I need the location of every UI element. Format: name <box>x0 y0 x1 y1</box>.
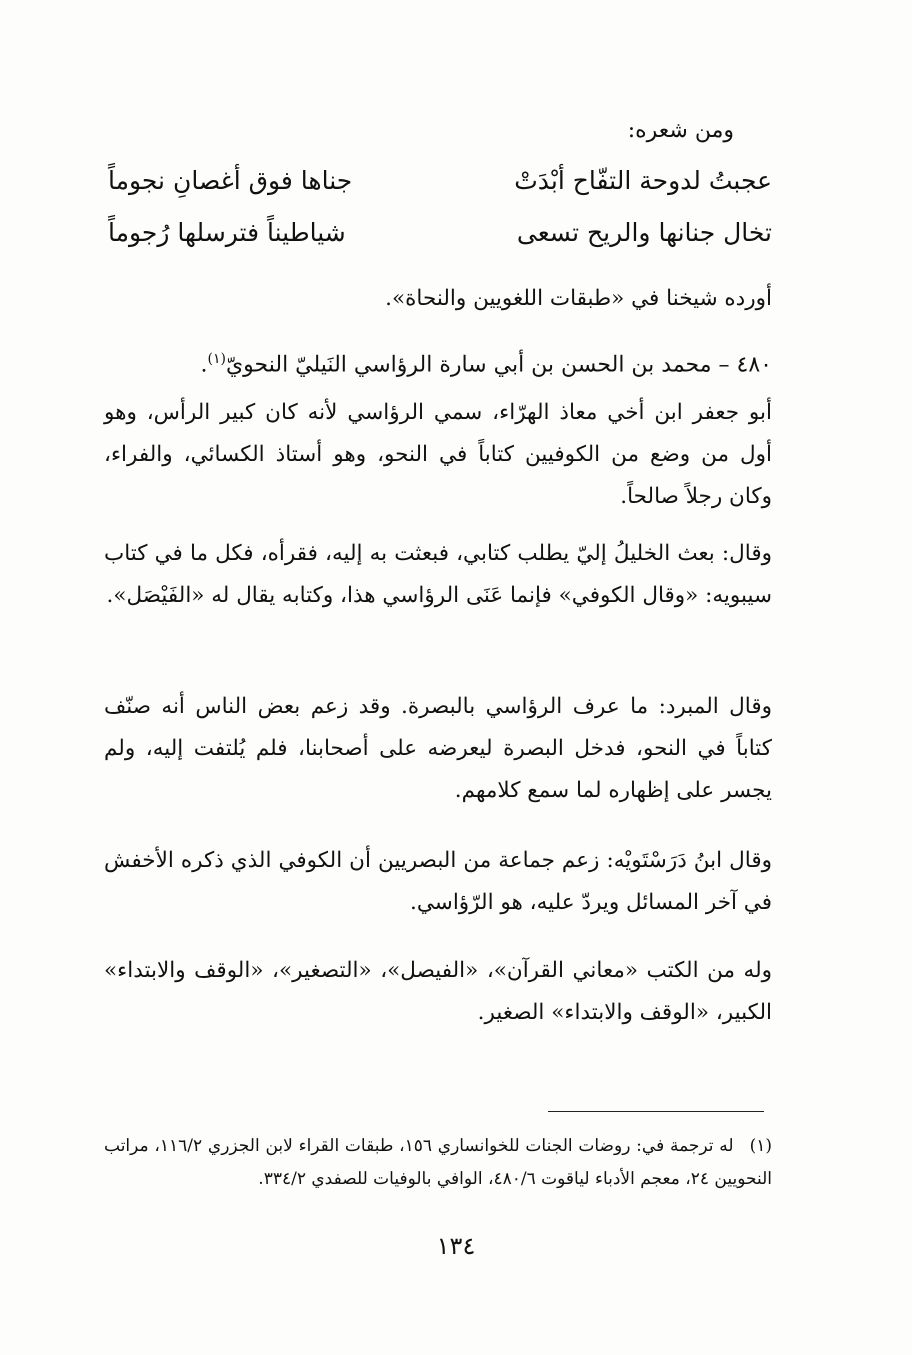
verse-1-second-hemistich: جناها فوق أغصانِ نجوماً <box>108 166 353 195</box>
poetry-intro: ومن شعره: <box>627 118 734 143</box>
footnote-reference: (١) <box>207 351 226 367</box>
paragraph-mubarrad: وقال المبرد: ما عرف الرؤاسي بالبصرة. وقد زعم بعض الناس أنه صنّف كتاباً في النحو، فدخل البصرة ليعرضه على أصحابنا، فلم يُلتفت إليه، ولم يجسر على إظهاره لما سمع كلامهم. <box>104 694 772 803</box>
source-note: أورده شيخنا في «طبقات اللغويين والنحاة». <box>385 286 772 311</box>
paragraph-works: وله من الكتب «معاني القرآن»، «الفيصل»، «التصغير»، «الوقف والابتداء» الكبير، «الوقف والابتداء» الصغير. <box>104 958 772 1025</box>
paragraph-biography: أبو جعفر ابن أخي معاذ الهرّاء، سمي الرؤاسي لأنه كان كبير الرأس، وهو أول من وضع من الكوفيين كتاباً في النحو، وهو أستاذ الكسائي، والفراء، وكان رجلاً صالحاً. <box>104 400 772 509</box>
footnote <box>104 1130 772 1196</box>
verse-2-first-hemistich: تخال جنانها والريح تسعى <box>516 218 772 247</box>
entry-number: ٤٨٠ <box>736 352 772 378</box>
entry-name: محمد بن الحسن بن أبي سارة الرؤاسي النَيليّ النحويّ <box>225 352 712 378</box>
verse-1-first-hemistich: عجبتُ لدوحة التفّاح أبْدَتْ <box>514 166 772 195</box>
verse-line-1 <box>108 166 772 195</box>
page-number: ١٣٤ <box>436 1232 476 1260</box>
paragraph-khalil: وقال: بعث الخليلُ إليّ يطلب كتابي، فبعثت به إليه، فقرأه، فكل ما في كتاب سيبويه: «وقال الكوفي» فإنما عَنَى الرؤاسي هذا، وكتابه يقال له «الفَيْصَل». <box>104 541 772 608</box>
verse-2-second-hemistich: شياطيناً فترسلها رُجوماً <box>108 218 346 247</box>
footnote-marker: (١) <box>749 1136 772 1156</box>
entry-heading <box>104 338 772 386</box>
footnote-text: له ترجمة في: روضات الجنات للخوانساري ١٥٦، طبقات القراء لابن الجزري ١١٦/٢، مراتب النحويين ٢٤، معجم الأدباء لياقوت ٤٨٠/٦، الوافي بالوفيات للصفدي ٣٣٤/٢. <box>104 1136 772 1189</box>
footnote-divider <box>548 1111 764 1112</box>
entry-dash: – <box>718 352 730 378</box>
entry-end: . <box>200 352 208 378</box>
verse-line-2 <box>108 218 772 247</box>
paragraph-ibn-durustawayh: وقال ابنُ دَرَسْتَويْه: زعم جماعة من البصريين أن الكوفي الذي ذكره الأخفش في آخر المسائل ويردّ عليه، هو الرّؤاسي. <box>104 848 772 915</box>
